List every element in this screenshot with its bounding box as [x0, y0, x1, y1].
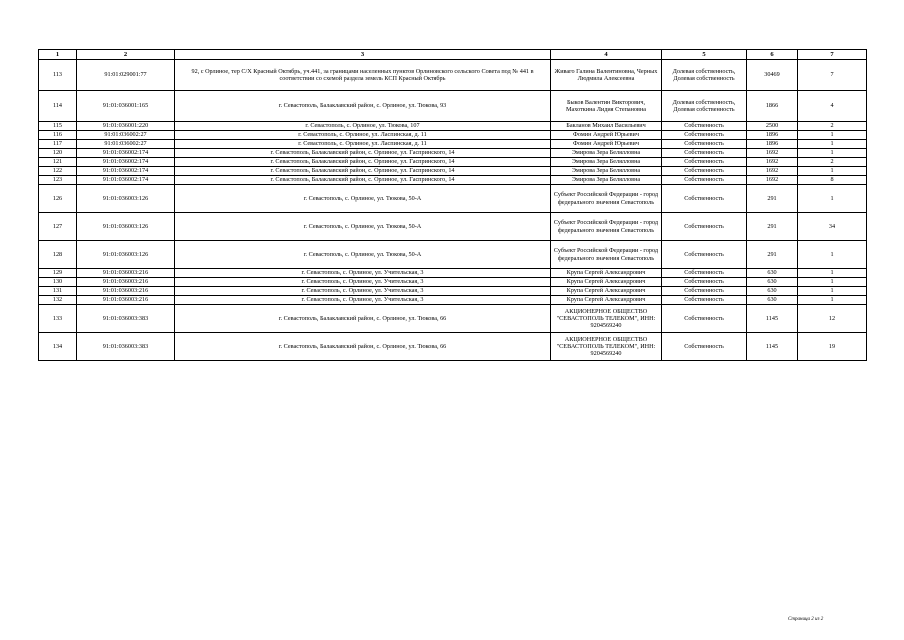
cadastral-number-cell: 91:01:036003:126 — [77, 213, 175, 241]
owner-cell: АКЦИОНЕРНОЕ ОБЩЕСТВО "СЕВАСТОПОЛЬ ТЕЛЕКОМ", ИНН: 9204569240 — [551, 305, 662, 333]
owner-cell: Живаго Галина Валентиновна, Черных Людмила Алексеевна — [551, 60, 662, 91]
address-cell: г. Севастополь, с. Орлиное, ул. Учительская, 3 — [175, 269, 551, 278]
area-cell: 291 — [747, 241, 798, 269]
column7-cell: 8 — [798, 176, 867, 185]
owner-cell: Эмирова Зера Белялловна — [551, 158, 662, 167]
cadastral-number-cell: 91:01:036003:216 — [77, 287, 175, 296]
table-row — [39, 131, 867, 140]
address-cell: г. Севастополь, с. Орлиное, ул. Тюкова, 50-А — [175, 241, 551, 269]
table-row — [39, 241, 867, 269]
area-cell: 1692 — [747, 158, 798, 167]
column7-cell: 4 — [798, 91, 867, 122]
table-row — [39, 305, 867, 333]
address-cell: г. Севастополь, с. Орлиное, ул. Тюкова, 107 — [175, 122, 551, 131]
row-number-cell: 133 — [39, 305, 77, 333]
area-cell: 630 — [747, 278, 798, 287]
right-type-cell: Собственность — [662, 149, 747, 158]
right-type-cell: Долевая собственность, Долевая собственность — [662, 91, 747, 122]
table-row — [39, 278, 867, 287]
right-type-cell: Собственность — [662, 333, 747, 361]
column7-cell: 19 — [798, 333, 867, 361]
address-cell: г. Севастополь, с. Орлиное, ул. Тюкова, 50-А — [175, 213, 551, 241]
cadastral-number-cell: 91:01:036001:220 — [77, 122, 175, 131]
address-cell: г. Севастополь, с. Орлиное, ул. Ласпинская, д. 11 — [175, 131, 551, 140]
row-number-cell: 134 — [39, 333, 77, 361]
table-row — [39, 60, 867, 91]
area-cell: 1692 — [747, 149, 798, 158]
address-cell: г. Севастополь, Балаклавский район, с. Орлиное, ул. Гаспринского, 14 — [175, 176, 551, 185]
address-cell: г. Севастополь, Балаклавский район, с. Орлиное, ул. Гаспринского, 14 — [175, 167, 551, 176]
cadastral-number-cell: 91:01:036002:27 — [77, 131, 175, 140]
cadastral-number-cell: 91:01:036003:383 — [77, 305, 175, 333]
area-cell: 291 — [747, 213, 798, 241]
table-row — [39, 185, 867, 213]
row-number-cell: 115 — [39, 122, 77, 131]
owner-cell: Крупа Сергей Александрович — [551, 278, 662, 287]
address-cell: г. Севастополь, с. Орлиное, ул. Тюкова, 50-А — [175, 185, 551, 213]
right-type-cell: Собственность — [662, 278, 747, 287]
row-number-cell: 127 — [39, 213, 77, 241]
address-cell: г. Севастополь, с. Орлиное, ул. Учительская, 3 — [175, 296, 551, 305]
owner-cell: Субъект Российской Федерации - город федерального значения Севастополь — [551, 213, 662, 241]
column7-cell: 1 — [798, 241, 867, 269]
cadastral-number-cell: 91:01:029001:77 — [77, 60, 175, 91]
address-cell: г. Севастополь, Балаклавский район, с. Орлиное, ул. Гаспринского, 14 — [175, 149, 551, 158]
right-type-cell: Собственность — [662, 185, 747, 213]
column7-cell: 12 — [798, 305, 867, 333]
owner-cell: Субъект Российской Федерации - город федерального значения Севастополь — [551, 241, 662, 269]
row-number-cell: 120 — [39, 149, 77, 158]
owner-cell: Бакланов Михаил Васильевич — [551, 122, 662, 131]
header-cell: 6 — [747, 50, 798, 60]
right-type-cell: Собственность — [662, 140, 747, 149]
address-cell: г. Севастополь, с. Орлиное, ул. Учительская, 3 — [175, 287, 551, 296]
table-row — [39, 269, 867, 278]
area-cell: 30469 — [747, 60, 798, 91]
table-row — [39, 167, 867, 176]
area-cell: 1145 — [747, 333, 798, 361]
column7-cell: 1 — [798, 278, 867, 287]
address-cell: г. Севастополь, Балаклавский район, с. Орлиное, ул. Гаспринского, 14 — [175, 158, 551, 167]
owner-cell: Эмирова Зера Белялловна — [551, 149, 662, 158]
area-cell: 630 — [747, 287, 798, 296]
owner-cell: Крупа Сергей Александрович — [551, 296, 662, 305]
area-cell: 2500 — [747, 122, 798, 131]
table-row — [39, 287, 867, 296]
row-number-cell: 114 — [39, 91, 77, 122]
row-number-cell: 117 — [39, 140, 77, 149]
cadastral-number-cell: 91:01:036003:383 — [77, 333, 175, 361]
area-cell: 630 — [747, 269, 798, 278]
cadastral-number-cell: 91:01:036002:174 — [77, 176, 175, 185]
owner-cell: Быков Валентин Викторович, Махоткина Лидия Степановна — [551, 91, 662, 122]
table-row — [39, 91, 867, 122]
header-row — [39, 50, 867, 60]
table-row — [39, 333, 867, 361]
column7-cell: 1 — [798, 287, 867, 296]
column7-cell: 1 — [798, 167, 867, 176]
right-type-cell: Собственность — [662, 241, 747, 269]
owner-cell: Эмирова Зера Белялловна — [551, 176, 662, 185]
right-type-cell: Собственность — [662, 131, 747, 140]
header-cell: 1 — [39, 50, 77, 60]
row-number-cell: 126 — [39, 185, 77, 213]
header-cell: 7 — [798, 50, 867, 60]
header-cell: 2 — [77, 50, 175, 60]
right-type-cell: Собственность — [662, 122, 747, 131]
table-row — [39, 213, 867, 241]
table-row — [39, 149, 867, 158]
row-number-cell: 129 — [39, 269, 77, 278]
column7-cell: 7 — [798, 60, 867, 91]
address-cell: г. Севастополь, Балаклавский район, с. Орлиное, ул. Тюкова, 66 — [175, 333, 551, 361]
right-type-cell: Собственность — [662, 213, 747, 241]
cadastral-number-cell: 91:01:036003:126 — [77, 185, 175, 213]
right-type-cell: Собственность — [662, 287, 747, 296]
cadastral-number-cell: 91:01:036003:216 — [77, 278, 175, 287]
column7-cell: 1 — [798, 269, 867, 278]
address-cell: г. Севастополь, с. Орлиное, ул. Учительская, 3 — [175, 278, 551, 287]
right-type-cell: Собственность — [662, 167, 747, 176]
address-cell: г. Севастополь, Балаклавский район, с. Орлиное, ул. Тюкова, 93 — [175, 91, 551, 122]
header-cell: 4 — [551, 50, 662, 60]
row-number-cell: 132 — [39, 296, 77, 305]
cadastral-number-cell: 91:01:036002:174 — [77, 158, 175, 167]
area-cell: 291 — [747, 185, 798, 213]
row-number-cell: 121 — [39, 158, 77, 167]
cadastral-number-cell: 91:01:036003:216 — [77, 296, 175, 305]
right-type-cell: Собственность — [662, 176, 747, 185]
area-cell: 1692 — [747, 167, 798, 176]
table-row — [39, 140, 867, 149]
column7-cell: 34 — [798, 213, 867, 241]
column7-cell: 1 — [798, 296, 867, 305]
row-number-cell: 128 — [39, 241, 77, 269]
table-row — [39, 158, 867, 167]
row-number-cell: 113 — [39, 60, 77, 91]
row-number-cell: 116 — [39, 131, 77, 140]
column7-cell: 2 — [798, 158, 867, 167]
land-register-table — [38, 49, 867, 361]
area-cell: 1896 — [747, 140, 798, 149]
owner-cell: Фомин Андрей Юрьевич — [551, 140, 662, 149]
area-cell: 630 — [747, 296, 798, 305]
owner-cell: Субъект Российской Федерации - город федерального значения Севастополь — [551, 185, 662, 213]
row-number-cell: 131 — [39, 287, 77, 296]
column7-cell: 1 — [798, 140, 867, 149]
cadastral-number-cell: 91:01:036002:174 — [77, 149, 175, 158]
column7-cell: 1 — [798, 185, 867, 213]
cadastral-number-cell: 91:01:036001:165 — [77, 91, 175, 122]
area-cell: 1896 — [747, 131, 798, 140]
column7-cell: 1 — [798, 149, 867, 158]
table-row — [39, 176, 867, 185]
address-cell: г. Севастополь, Балаклавский район, с. Орлиное, ул. Тюкова, 66 — [175, 305, 551, 333]
owner-cell: Эмирова Зера Белялловна — [551, 167, 662, 176]
cadastral-number-cell: 91:01:036003:126 — [77, 241, 175, 269]
area-cell: 1692 — [747, 176, 798, 185]
row-number-cell: 130 — [39, 278, 77, 287]
owner-cell: Крупа Сергей Александрович — [551, 269, 662, 278]
right-type-cell: Собственность — [662, 158, 747, 167]
cadastral-number-cell: 91:01:036002:174 — [77, 167, 175, 176]
right-type-cell: Долевая собственность, Долевая собственность — [662, 60, 747, 91]
cadastral-number-cell: 91:01:036002:27 — [77, 140, 175, 149]
table-row — [39, 122, 867, 131]
header-cell: 5 — [662, 50, 747, 60]
address-cell: г. Севастополь, с. Орлиное, ул. Ласпинская, д. 11 — [175, 140, 551, 149]
area-cell: 1145 — [747, 305, 798, 333]
area-cell: 1866 — [747, 91, 798, 122]
owner-cell: Крупа Сергей Александрович — [551, 287, 662, 296]
right-type-cell: Собственность — [662, 305, 747, 333]
owner-cell: АКЦИОНЕРНОЕ ОБЩЕСТВО "СЕВАСТОПОЛЬ ТЕЛЕКОМ", ИНН: 9204569240 — [551, 333, 662, 361]
address-cell: 92, с Орлиное, тер С/Х Красный Октябрь, уч.441, за границами населенных пунктов Орлиновского сельского Совета под № 441 в соответствии со схемой раздела земель КСП Красный Октябрь — [175, 60, 551, 91]
owner-cell: Фомин Андрей Юрьевич — [551, 131, 662, 140]
right-type-cell: Собственность — [662, 269, 747, 278]
column7-cell: 2 — [798, 122, 867, 131]
header-cell: 3 — [175, 50, 551, 60]
row-number-cell: 122 — [39, 167, 77, 176]
table-row — [39, 296, 867, 305]
page-number: Страница 2 из 2 — [788, 617, 824, 622]
right-type-cell: Собственность — [662, 296, 747, 305]
column7-cell: 1 — [798, 131, 867, 140]
cadastral-number-cell: 91:01:036003:216 — [77, 269, 175, 278]
row-number-cell: 123 — [39, 176, 77, 185]
